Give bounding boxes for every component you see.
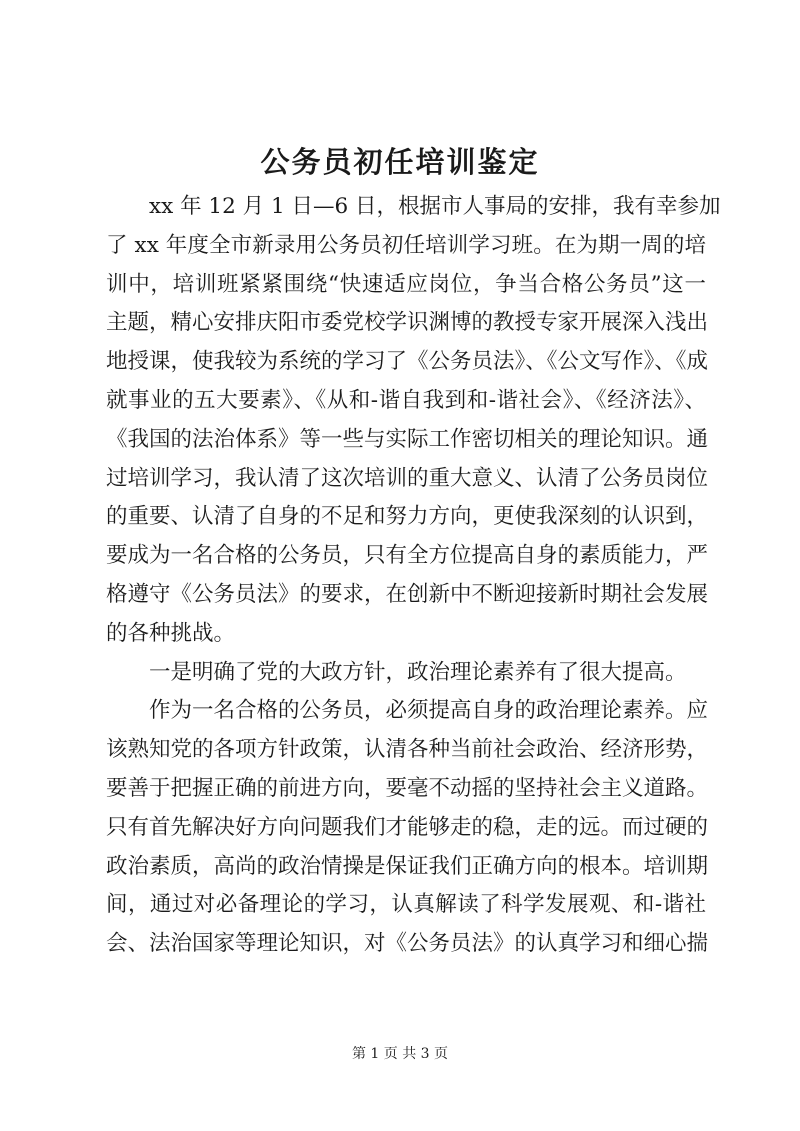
text-line: 过培训学习，我认清了这次培训的重大意义、认清了公务员岗位 xyxy=(106,465,709,491)
text-line: 政治素质，高尚的政治情操是保证我们正确方向的根本。培训期 xyxy=(106,853,709,879)
text-line: 一是明确了党的大政方针，政治理论素养有了很大提高。 xyxy=(149,659,687,685)
text-line: 主题，精心安排庆阳市委党校学识渊博的教授专家开展深入浅出 xyxy=(106,310,709,336)
text-line: 训中，培训班紧紧围绕“快速适应岗位，争当合格公务员”这一 xyxy=(106,271,706,297)
document-title: 公务员初任培训鉴定 xyxy=(260,145,540,179)
text-line: 就事业的五大要素》、《从和-谐自我到和-谐社会》、《经济法》、 xyxy=(106,387,706,413)
text-line: 了 xx 年度全市新录用公务员初任培训学习班。在为期一周的培 xyxy=(106,232,706,258)
text-line: 要成为一名合格的公务员，只有全方位提高自身的素质能力，严 xyxy=(106,543,709,569)
text-line: 地授课，使我较为系统的学习了《公务员法》、《公文写作》、《成 xyxy=(106,349,709,375)
text-line: 要善于把握正确的前进方向，要毫不动摇的坚持社会主义道路。 xyxy=(106,775,709,801)
document-body xyxy=(106,188,721,964)
text-line: 的重要、认清了自身的不足和努力方向，更使我深刻的认识到， xyxy=(106,504,709,530)
text-line: 间，通过对必备理论的学习，认真解读了科学发展观、和-谐社 xyxy=(106,892,706,918)
text-line: xx 年 12 月 1 日—6 日，根据市人事局的安排，我有幸参加 xyxy=(149,194,721,219)
text-line: 的各种挑战。 xyxy=(106,620,236,646)
text-line: 《我国的法治体系》等一些与实际工作密切相关的理论知识。通 xyxy=(106,426,709,452)
text-line: 格遵守《公务员法》的要求，在创新中不断迎接新时期社会发展 xyxy=(106,581,709,607)
text-line: 该熟知党的各项方针政策，认清各种当前社会政治、经济形势， xyxy=(106,737,709,763)
text-line: 会、法治国家等理论知识，对《公务员法》的认真学习和细心揣 xyxy=(106,931,709,957)
page-footer: 第 1 页 共 3 页 xyxy=(351,1046,449,1062)
text-line: 只有首先解决好方向问题我们才能够走的稳，走的远。而过硬的 xyxy=(106,814,709,840)
text-line: 作为一名合格的公务员，必须提高自身的政治理论素养。应 xyxy=(149,698,709,724)
